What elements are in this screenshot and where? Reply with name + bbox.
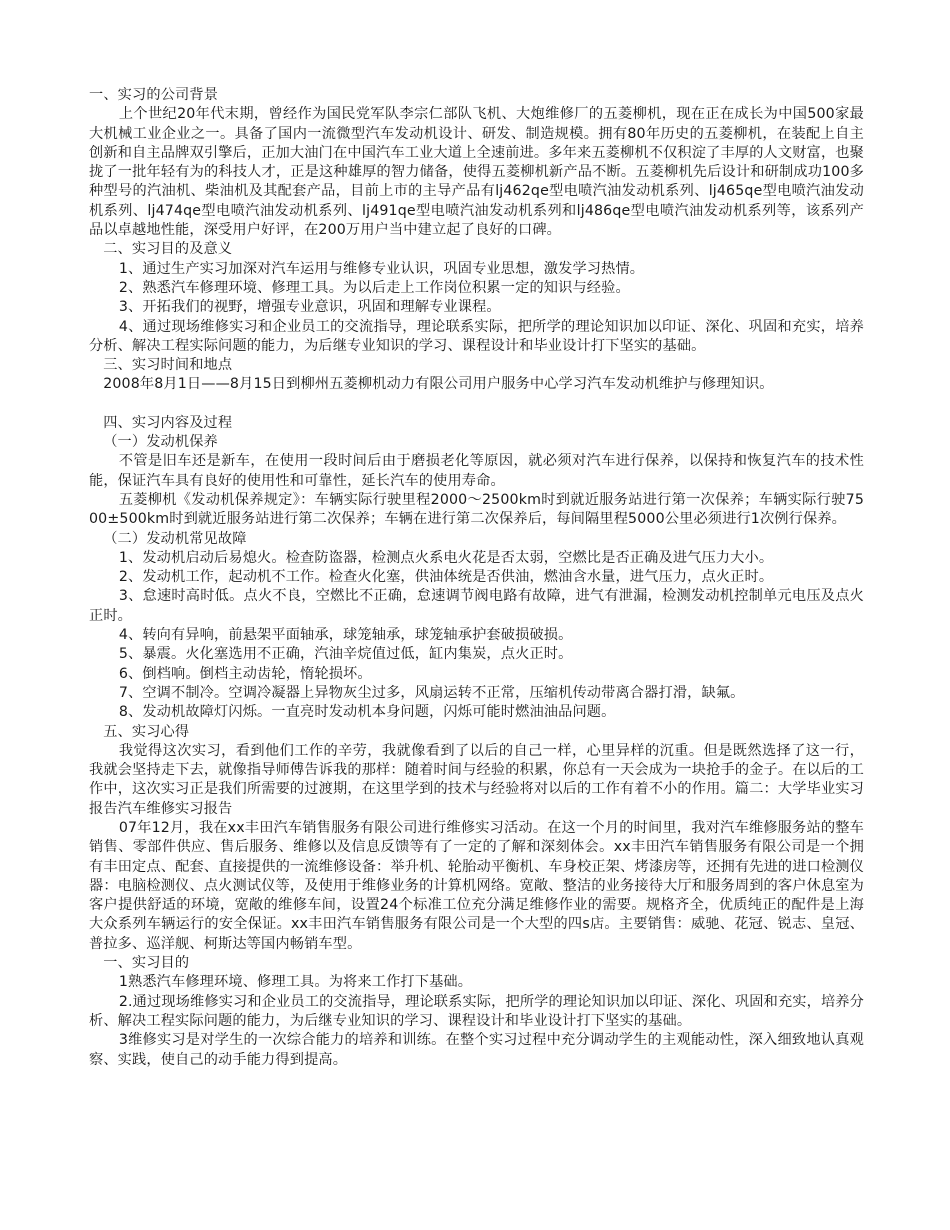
paragraph: 五菱柳机《发动机保养规定》：车辆实际行驶里程2000～2500km时到就近服务站进行第一次保养；车辆实际行驶7500±500km时到就近服务站进行第二次保养；车辆在进行第二次保养后，每间隔里程5000公里必须进行1次例行保养。 [89,491,864,528]
paragraph: 二、实习目的及意义 [103,241,233,258]
paragraph: 四、实习内容及过程 [103,414,233,431]
paragraph: 3维修实习是对学生的一次综合能力的培养和训练。在整个实习过程中充分调动学生的主观能动性，深入细致地认真观察、实践，使自己的动手能力得到提高。 [89,1032,864,1068]
paragraph: 三、实习时间和地点 [103,357,233,374]
paragraph: 我觉得这次实习，看到他们工作的辛劳，我就像看到了以后的自己一样，心里异样的沉重。但是既然选择了这一行，我就会坚持走下去，就像指导师傅告诉我的那样：随着时间与经验的积累，你总有一天会成为一块抢手的金子。在以后的工作中，这次实习正是我们所需要的过渡期，在这里学到的技术与经验将对以后的工作有着不小的作用。篇二：大学毕业实习报告汽车维修实习报告 [89,742,864,817]
paragraph: 1、通过生产实习加深对汽车运用与维修专业认识，巩固专业思想，激发学习热情。 [118,260,645,277]
paragraph: 07年12月，我在xx丰田汽车销售服务有限公司进行维修实习活动。在这一个月的时间里，我对汽车维修服务站的整车销售、零部件供应、售后服务、维修以及信息反馈等有了一定的了解和深刻体会。xx丰田汽车销售服务有限公司是一个拥有丰田定点、配套、直接提供的一流维修设备：举升机、轮胎动平衡机、车身校正架、烤漆房等，还拥有先进的进口检测仪器：电脑检测仪、点火测试仪等，及使用于维修业务的计算机网络。宽敞、整洁的业务接待大厅和服务周到的客户休息室为客户提供舒适的环境，宽敞的维修车间，设置24个标准工位充分满足维修作业的需要。规格齐全，优质纯正的配件是上海大众系列车辆运行的安全保证。xx丰田汽车销售服务有限公司是一个大型的四s店。主要销售：威驰、花冠、锐志、皇冠、普拉多、巡洋舰、柯斯达等国内畅销车型。 [89,819,864,952]
paragraph: 上个世纪20年代末期，曾经作为国民党军队李宗仁部队飞机、大炮维修厂的五菱柳机，现在正在成长为中国500家最大机械工业企业之一。具备了国内一流微型汽车发动机设计、研发、制造规模。拥有80年历史的五菱柳机，在装配上自主创新和自主品牌双引擎后，正加大油门在中国汽车工业大道上全速前进。多年来五菱柳机不仅积淀了丰厚的人文财富，也聚拢了一批年轻有为的科技人才，正是这种雄厚的智力储备，使得五菱柳机新产品不断。五菱柳机先后设计和研制成功100多种型号的汽油机、柴油机及其配套产品，目前上市的主导产品有lj462qe型电喷汽油发动机系列、lj465qe型电喷汽油发动机系列、lj474qe型电喷汽油发动机系列、lj491qe型电喷汽油发动机系列和lj486qe型电喷汽油发动机系列等，该系列产品以卓越地性能，深受用户好评，在200万用户当中建立起了良好的口碑。 [89,106,864,239]
paragraph: 2.通过现场维修实习和企业员工的交流指导，理论联系实际，把所学的理论知识加以印证、深化、巩固和充实，培养分析、解决工程实际问题的能力，为后继专业知识的学习、课程设计和毕业设计打下坚实的基础。 [89,993,864,1029]
paragraph: （二）发动机常见故障 [103,530,247,547]
document-body [89,86,864,1070]
paragraph: 5、暴震。火化塞选用不正确，汽油辛烷值过低，缸内集炭，点火正时。 [118,646,573,663]
paragraph: 一、实习目的 [103,955,190,972]
paragraph: 6、倒档响。倒档主动齿轮，惰轮损坏。 [118,665,372,682]
paragraph: 4、通过现场维修实习和企业员工的交流指导，理论联系实际，把所学的理论知识加以印证、深化、巩固和充实，培养分析、解决工程实际问题的能力，为后继专业知识的学习、课程设计和毕业设计打下坚实的基础。 [89,318,864,354]
paragraph: 一、实习的公司背景 [89,87,219,103]
paragraph: 3、怠速时高时低。点火不良，空燃比不正确，怠速调节阀电路有故障，进气有泄漏，检测发动机控制单元电压及点火正时。 [89,588,864,624]
paragraph: 8、发动机故障灯闪烁。一直亮时发动机本身问题，闪烁可能时燃油油品问题。 [118,704,616,721]
paragraph: 不管是旧车还是新车，在使用一段时间后由于磨损老化等原因，就必须对汽车进行保养，以保持和恢复汽车的技术性能，保证汽车具有良好的使用性和可靠性，延长汽车的使用寿命。 [89,453,864,489]
paragraph: 7、空调不制冷。空调冷凝器上异物灰尘过多，风扇运转不正常，压缩机传动带离合器打滑，缺氟。 [118,684,745,701]
paragraph: 1熟悉汽车修理环境、修理工具。为将来工作打下基础。 [118,974,473,991]
paragraph: 2008年8月1日——8月15日到柳州五菱柳机动力有限公司用户服务中心学习汽车发动机维护与修理知识。 [103,376,774,393]
paragraph: 1、发动机启动后易熄火。检查防盗器，检测点火系电火花是否太弱，空燃比是否正确及进气压力大小。 [118,549,774,566]
paragraph: 3、开拓我们的视野，增强专业意识，巩固和理解专业课程。 [118,299,501,316]
paragraph: 2、发动机工作，起动机不工作。检查火化塞，供油体统是否供油，燃油含水量，进气压力，点火正时。 [118,569,774,586]
paragraph: 2、熟悉汽车修理环境、修理工具。为以后走上工作岗位积累一定的知识与经验。 [118,279,630,296]
paragraph: 五、实习心得 [103,723,190,740]
blank-line [89,395,864,414]
paragraph: 4、转向有异响，前悬架平面轴承，球笼轴承，球笼轴承护套破损破损。 [118,627,573,644]
paragraph: （一）发动机保养 [103,434,218,451]
